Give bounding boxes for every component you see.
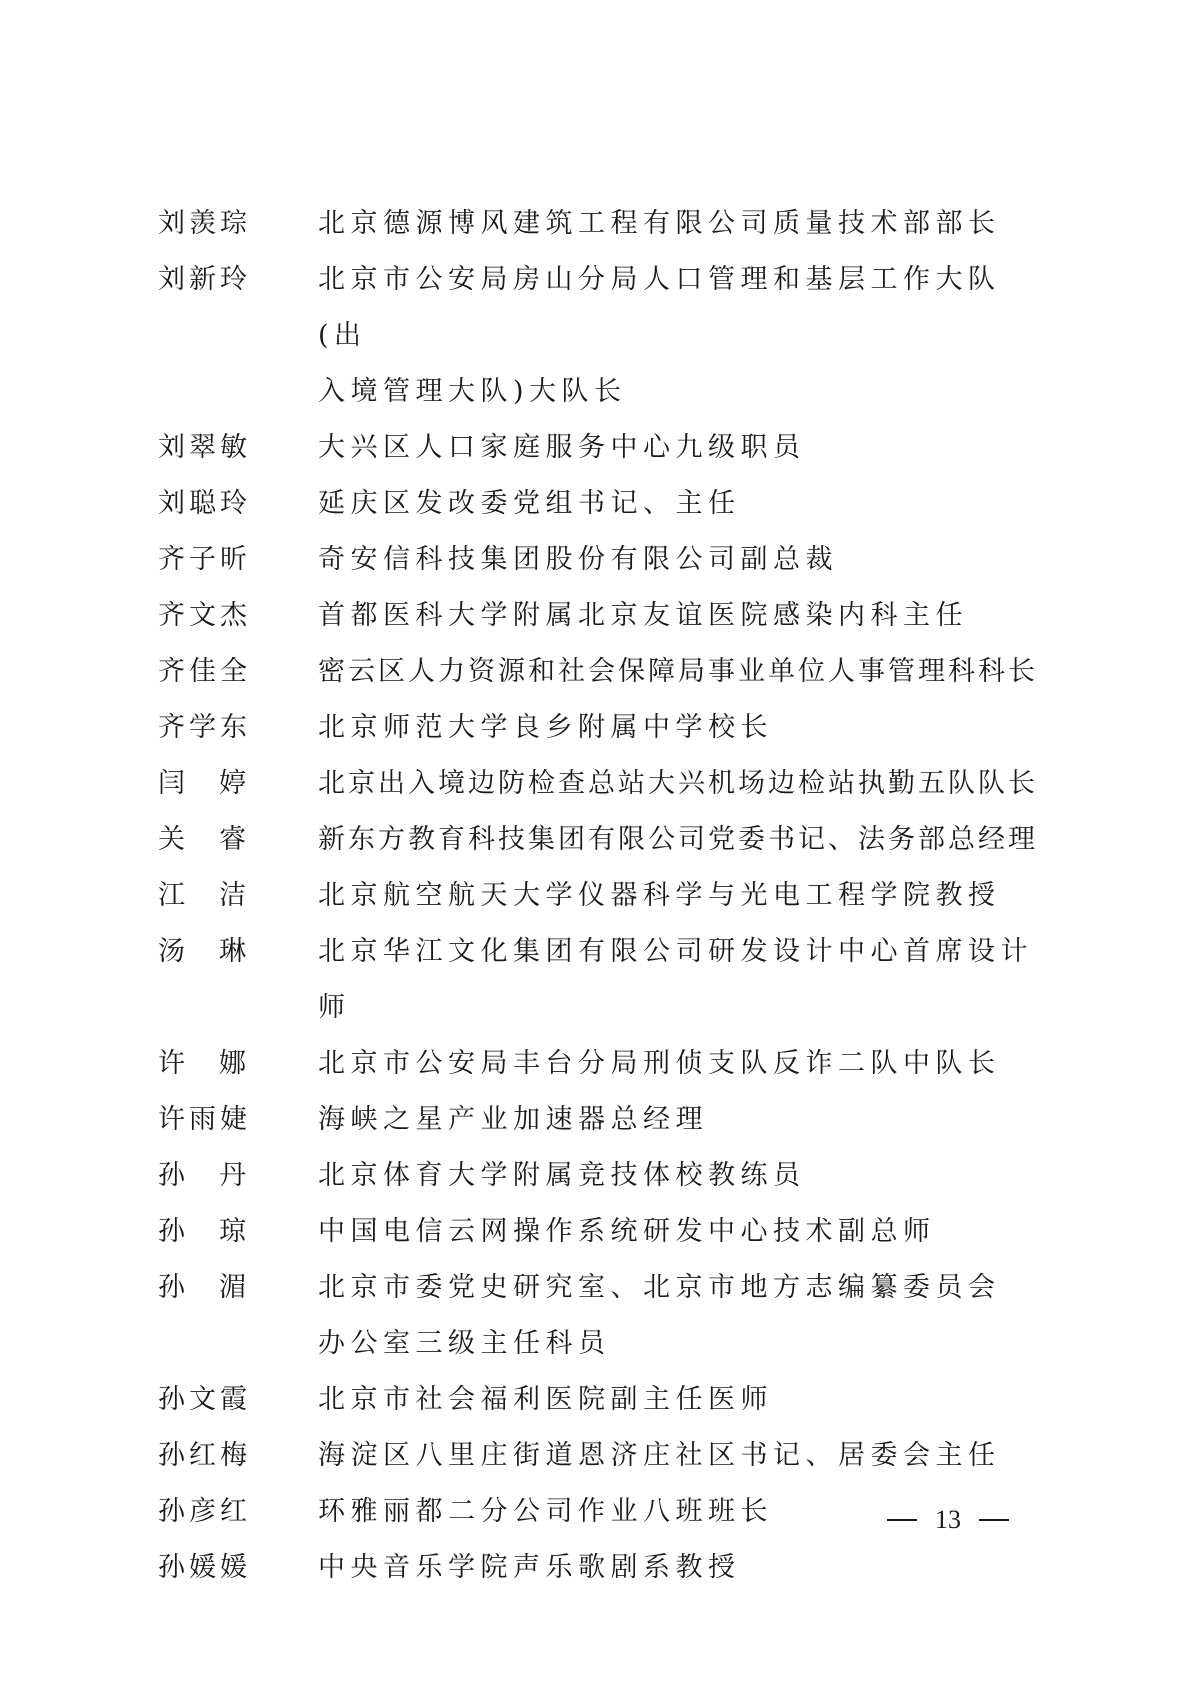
person-name: 江洁: [158, 880, 280, 911]
person-name: 刘羡琮: [158, 208, 251, 239]
person-name: 刘新玲: [158, 264, 251, 295]
person-name: 孙媛媛: [158, 1552, 251, 1583]
person-title: 北京师范大学良乡附属中学校长: [318, 712, 773, 743]
person-title: 首都医科大学附属北京友谊医院感染内科主任: [318, 600, 968, 631]
person-title: 北京市委党史研究室、北京市地方志编纂委员会 办公室三级主任科员: [318, 1272, 1001, 1359]
list-item: [158, 1148, 1038, 1204]
list-item: [158, 252, 1038, 420]
list-item: [158, 196, 1038, 252]
person-name: 孙丹: [158, 1160, 280, 1191]
page-number-value: 13: [935, 1505, 961, 1534]
person-title: 海峡之星产业加速器总经理: [318, 1104, 708, 1135]
list-item: [158, 868, 1038, 924]
list-item: [158, 1260, 1038, 1372]
dash-right: [979, 1519, 1009, 1521]
person-name: 许娜: [158, 1048, 280, 1079]
page-number: [868, 1500, 1028, 1540]
person-title: 中国电信云网操作系统研发中心技术副总师: [318, 1216, 936, 1247]
person-name: 齐文杰: [158, 600, 251, 631]
person-name: 关睿: [158, 824, 280, 855]
dash-left: [887, 1519, 917, 1521]
person-title: 北京德源博风建筑工程有限公司质量技术部部长: [318, 208, 1001, 239]
honoree-list: [158, 196, 1038, 1596]
list-item: [158, 700, 1038, 756]
person-name: 孙琼: [158, 1216, 280, 1247]
person-title: 密云区人力资源和社会保障局事业单位人事管理科科长: [318, 656, 1038, 687]
list-item: [158, 1036, 1038, 1092]
person-title: 北京市社会福利医院副主任医师: [318, 1384, 773, 1415]
list-item: [158, 1428, 1038, 1484]
person-name: 孙文霞: [158, 1384, 251, 1415]
list-item: [158, 476, 1038, 532]
person-name: 齐佳全: [158, 656, 251, 687]
person-name: 齐学东: [158, 712, 251, 743]
person-name: 刘翠敏: [158, 432, 251, 463]
person-name: 孙彦红: [158, 1496, 251, 1527]
person-title: 延庆区发改委党组书记、主任: [318, 488, 741, 519]
person-title: 新东方教育科技集团有限公司党委书记、法务部总经理: [318, 824, 1038, 855]
person-name: 齐子昕: [158, 544, 251, 575]
person-title: 北京体育大学附属竞技体校教练员: [318, 1160, 806, 1191]
person-title: 中央音乐学院声乐歌剧系教授: [318, 1552, 741, 1583]
list-item: [158, 812, 1038, 868]
person-title: 大兴区人口家庭服务中心九级职员: [318, 432, 806, 463]
list-item: [158, 1092, 1038, 1148]
person-title: 北京市公安局房山分局人口管理和基层工作大队(出 入境管理大队)大队长: [318, 264, 1001, 407]
list-item: [158, 532, 1038, 588]
list-item: [158, 588, 1038, 644]
list-item: [158, 924, 1038, 1036]
person-name: 孙红梅: [158, 1440, 251, 1471]
person-title: 海淀区八里庄街道恩济庄社区书记、居委会主任: [318, 1440, 1001, 1471]
list-item: [158, 1204, 1038, 1260]
person-name: 闫婷: [158, 768, 280, 799]
person-name: 汤琳: [158, 936, 280, 967]
list-item: [158, 420, 1038, 476]
person-title: 北京华江文化集团有限公司研发设计中心首席设计师: [318, 936, 1033, 1023]
person-name: 孙湄: [158, 1272, 280, 1303]
list-item: [158, 756, 1038, 812]
person-title: 奇安信科技集团股份有限公司副总裁: [318, 544, 838, 575]
person-title: 北京航空航天大学仪器科学与光电工程学院教授: [318, 880, 1001, 911]
list-item: [158, 644, 1038, 700]
person-title: 环雅丽都二分公司作业八班班长: [318, 1496, 773, 1527]
list-item: [158, 1540, 1038, 1596]
person-title: 北京市公安局丰台分局刑侦支队反诈二队中队长: [318, 1048, 1001, 1079]
person-name: 许雨婕: [158, 1104, 251, 1135]
list-item: [158, 1372, 1038, 1428]
person-title: 北京出入境边防检查总站大兴机场边检站执勤五队队长: [318, 768, 1038, 799]
person-name: 刘聪玲: [158, 488, 251, 519]
